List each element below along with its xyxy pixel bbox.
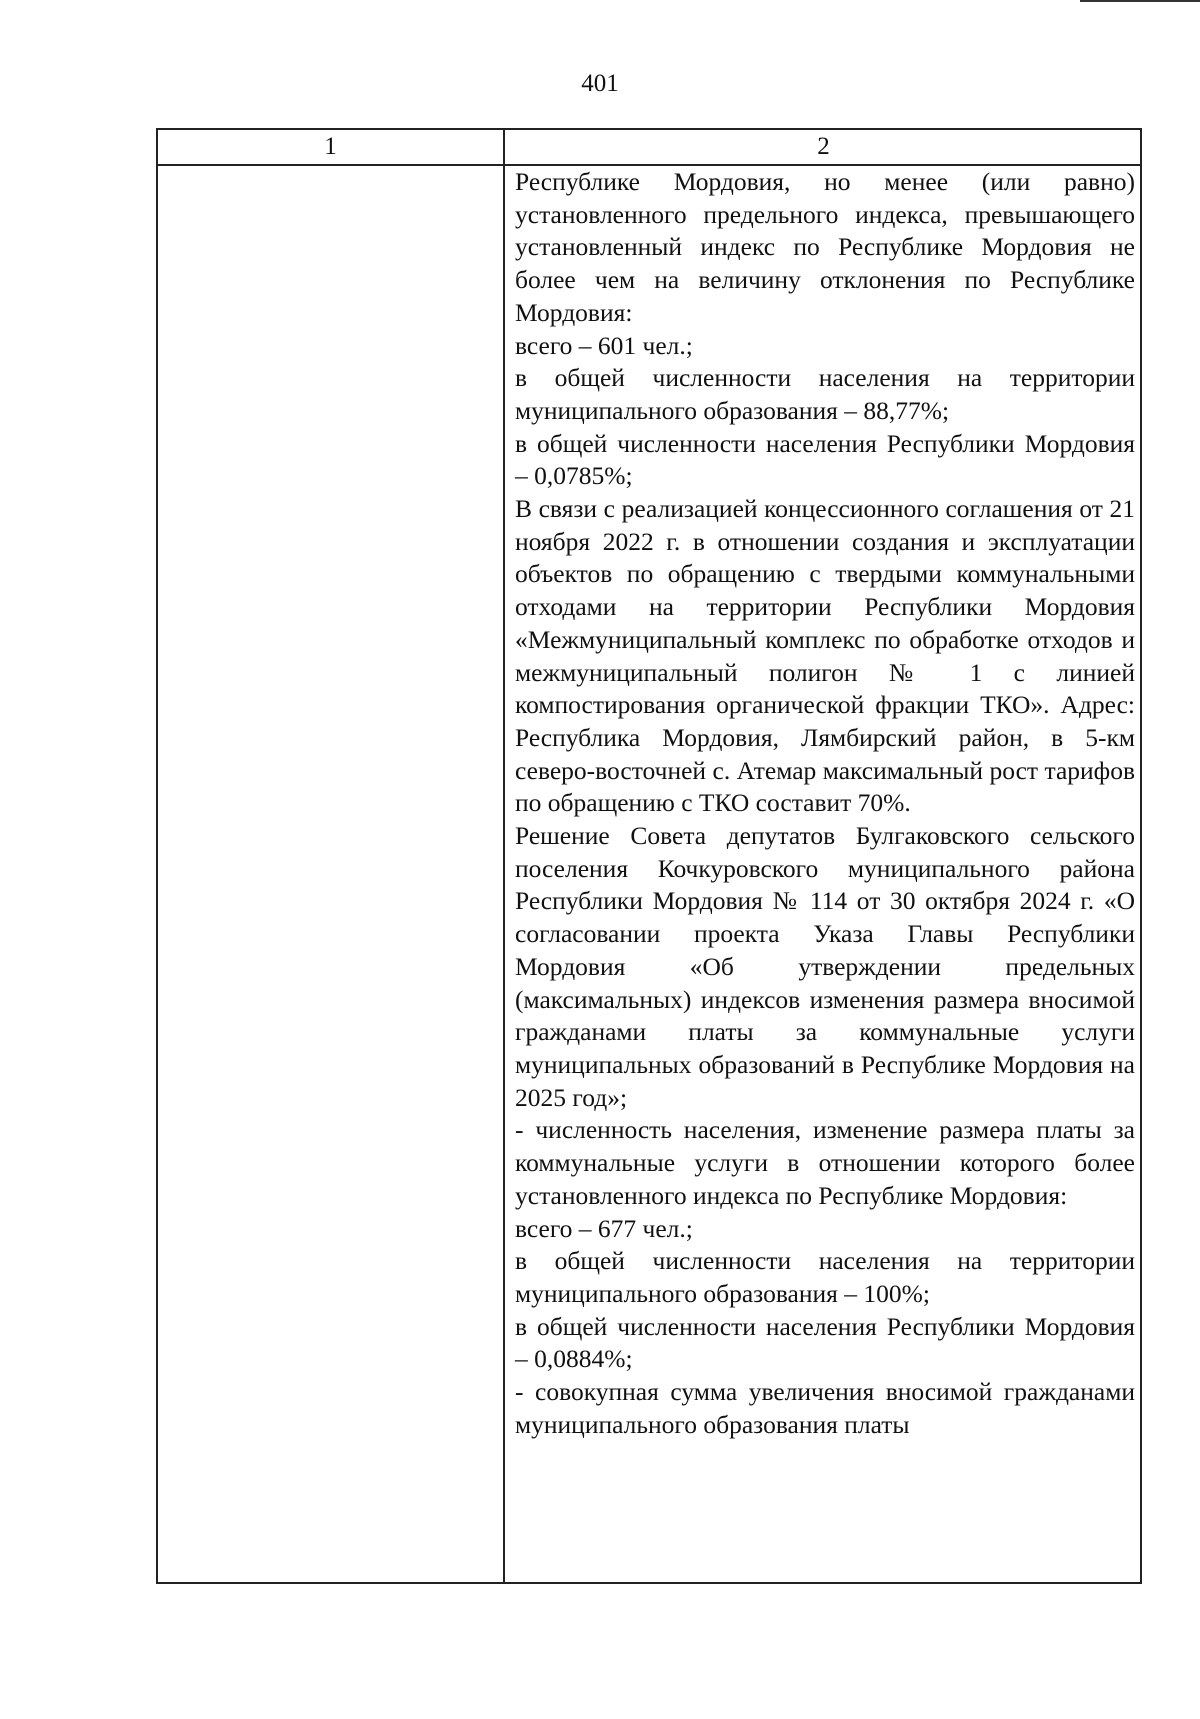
page-number: 401 [581,70,619,97]
col2-cell-text [515,166,1135,1441]
column-divider [503,130,505,1582]
paragraph: в общей численности населения Республики Мордовия – 0,0785%; [515,428,1135,491]
paragraph: всего – 677 чел.; [515,1213,693,1243]
paragraph: в общей численности населения Республики Мордовия – 0,0884%; [515,1311,1135,1374]
paragraph: - численность населения, изменение размера платы за коммунальные услуги в отношении которого более установленного индекса по Республике Мордовия: [515,1115,1135,1210]
paragraph: в общей численности населения на территории муниципального образования – 88,77%; [515,363,1135,425]
paragraph: - совокупная сумма увеличения вносимой гражданами муниципального образования платы [515,1377,1135,1439]
header-cell-col2: 2 [817,133,830,160]
paragraph: В связи с реализацией концессионного соглашения от 21 ноября 2022 г. в отношении создания и эксплуатации объектов по обращению с твердыми коммунальными отходами на территории Республики Мордовия «Межмуниципальный комплекс по обработке отходов и межмуниципальный полигон № 1 с линией компостирования органической фракции ТКО». Адрес: Республика Мордовия, Лямбирский район, в 5-км северо-восточней с. Атемар максимальный рост тарифов по обращению с ТКО составит 70%. [515,494,1135,818]
paragraph: Решение Совета депутатов Булгаковского сельского поселения Кочкуровского муниципального района Республики Мордовия № 114 от 30 октября 2024 г. «О согласовании проекта Указа Главы Республики Мордовия «Об утверждении предельных (максимальных) индексов изменения размера вносимой гражданами платы за коммунальные услуги муниципальных образований в Республике Мордовия на 2025 год»; [515,821,1135,1112]
paragraph: Республике Мордовия, но менее (или равно) установленного предельного индекса, превышающего установленный индекс по Республике Мордовия не более чем на величину отклонения по Республике Мордовия: [515,167,1135,327]
table-header-row [158,130,1140,166]
paragraph: в общей численности населения на территории муниципального образования – 100%; [515,1246,1135,1308]
page-edge-line [1080,0,1200,2]
header-cell-col1: 1 [324,133,337,160]
document-table [156,128,1142,1584]
paragraph: всего – 601 чел.; [515,330,693,360]
